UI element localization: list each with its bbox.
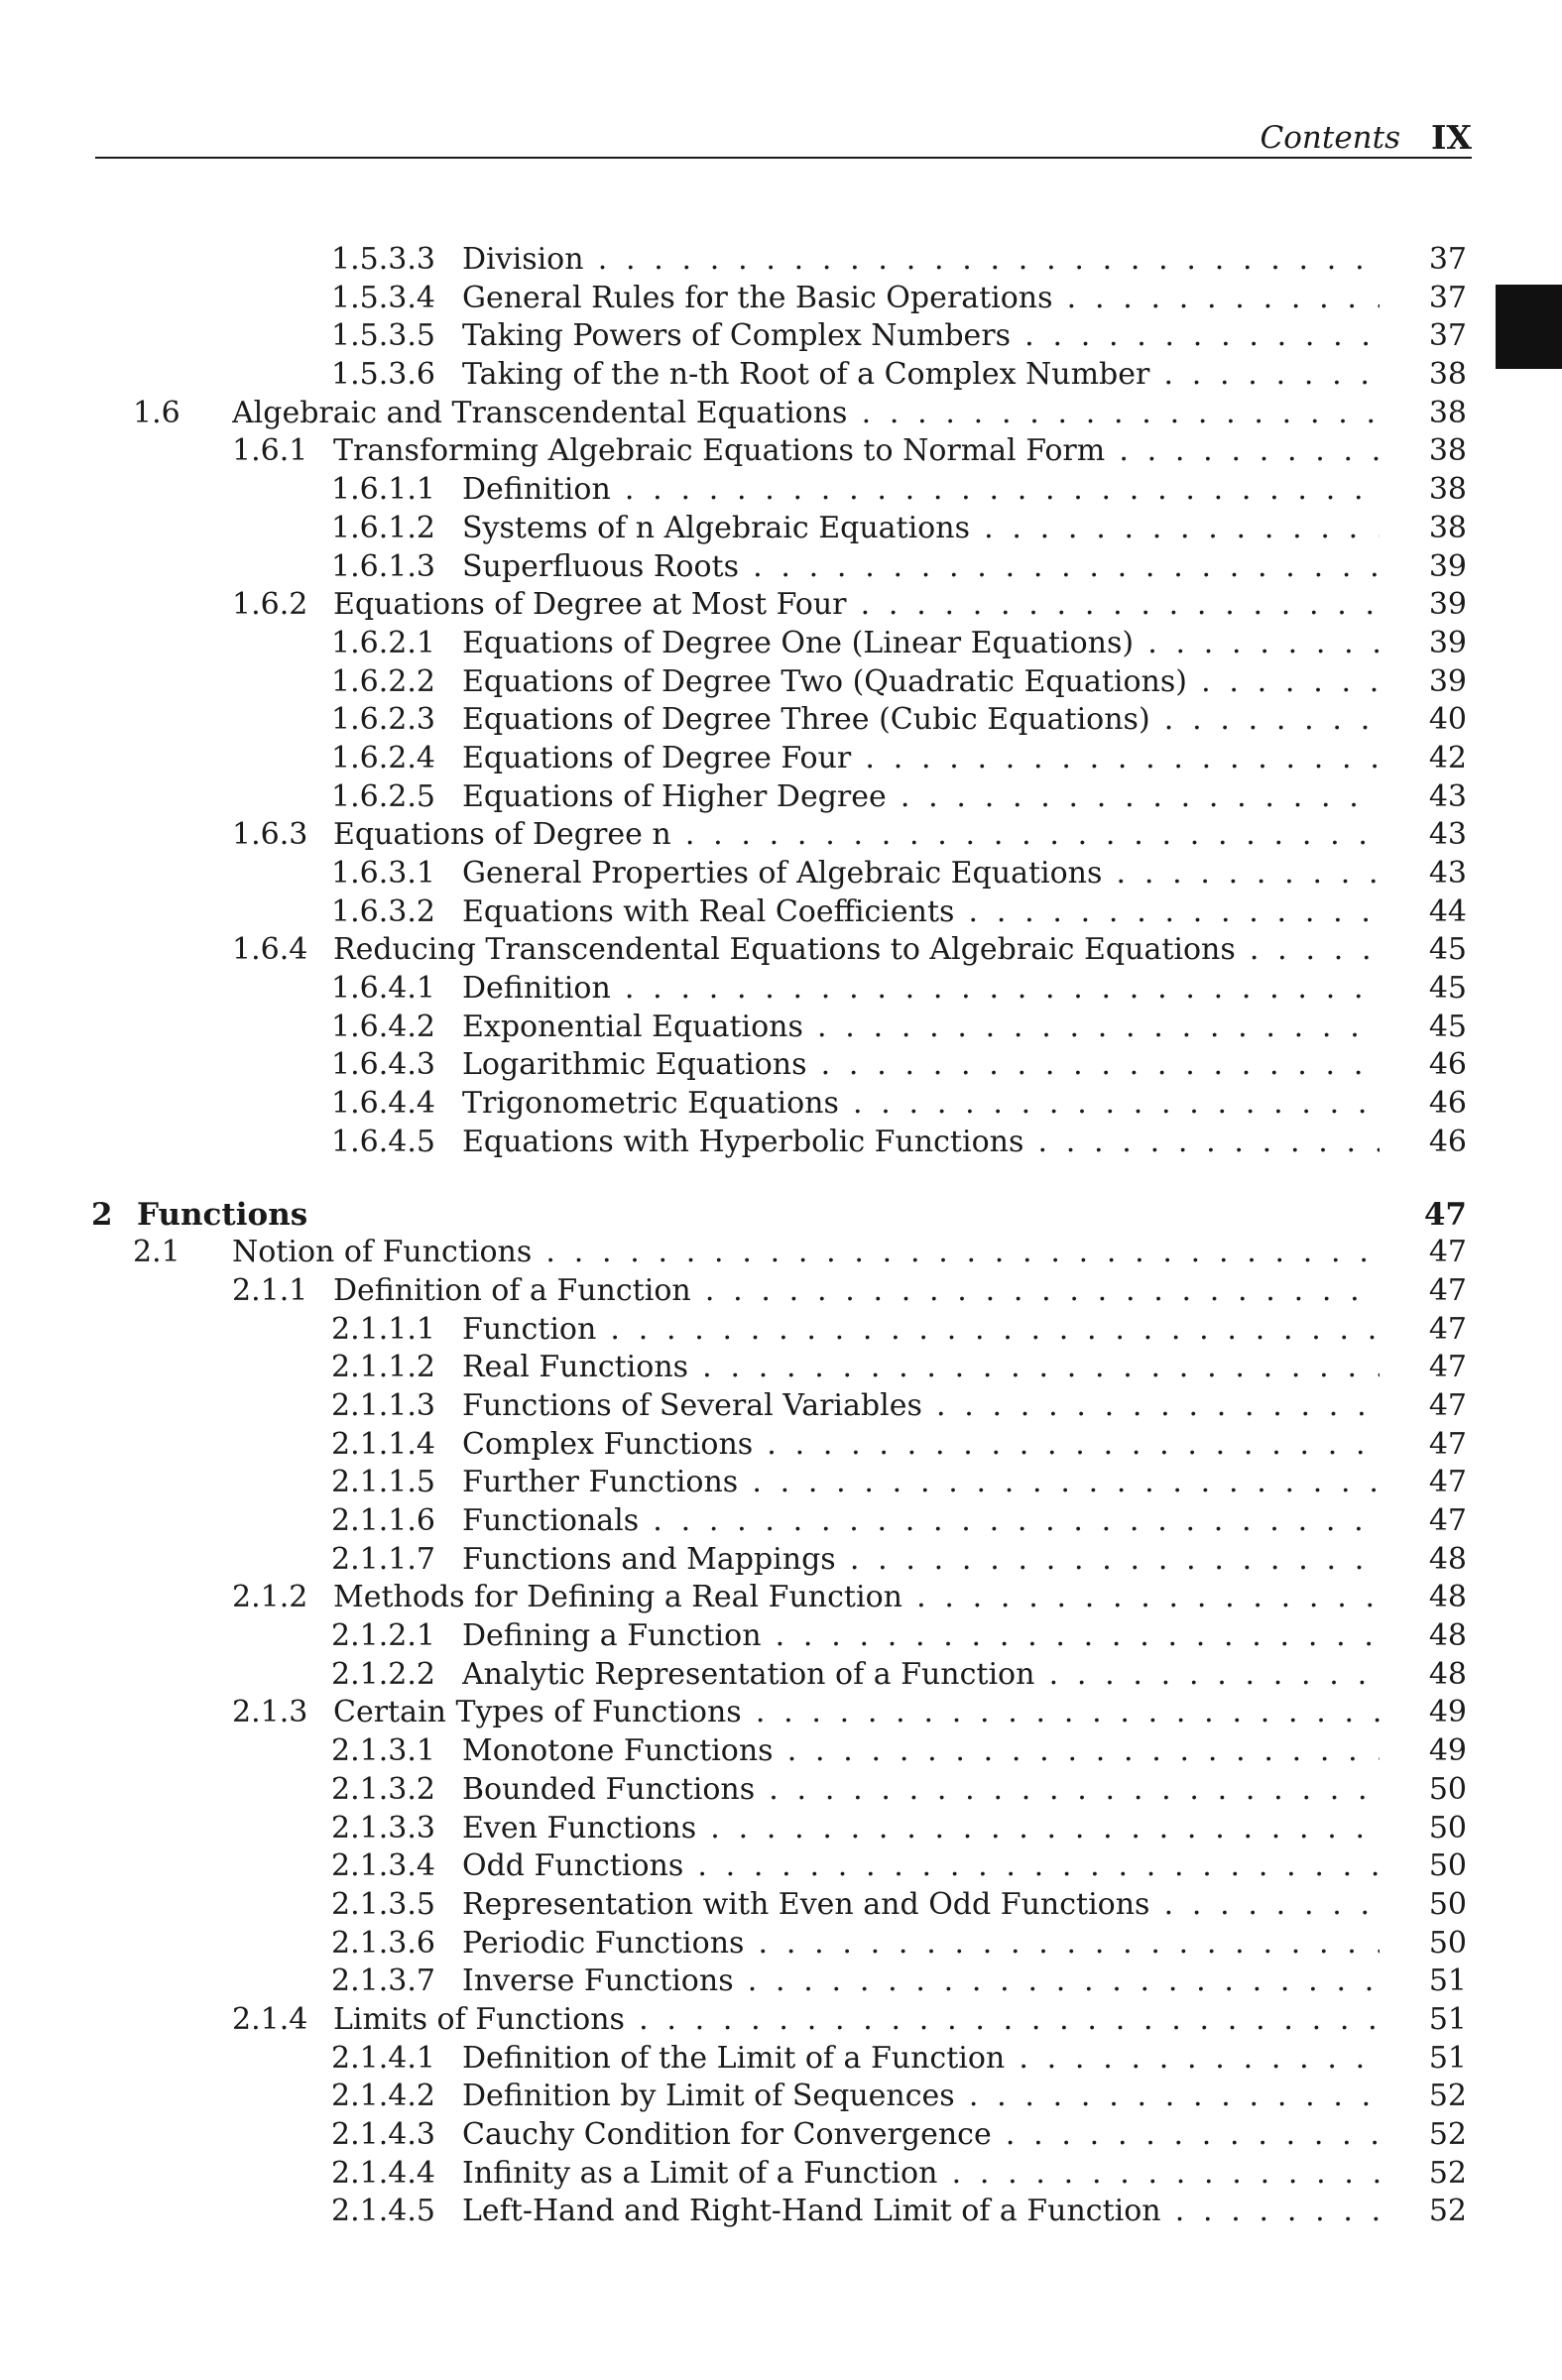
toc-entry-title: Definition of a Function . . . (333, 1272, 1380, 1311)
toc-entry-title: Exponential Equations . . . (462, 1009, 1380, 1047)
table-of-contents (0, 241, 1562, 2231)
toc-entry-title: Equations with Hyperbolic Functions . . . (462, 1124, 1380, 1162)
toc-chapter-entry (0, 1196, 1562, 1235)
running-head-page-number: IX (1430, 118, 1472, 157)
toc-entry-page: 47 (1428, 1350, 1467, 1385)
toc-entry-page: 50 (1428, 1848, 1467, 1884)
toc-subsection-entry (0, 1579, 1562, 1617)
toc-section-entry (0, 1234, 1562, 1272)
toc-entry-number: 1.6.4.3 (331, 1047, 435, 1083)
toc-entry-number: 2.1.4.2 (331, 2079, 435, 2114)
toc-entry-title: Definition of the Limit of a Function . . . (462, 2040, 1380, 2079)
toc-entry-title: Periodic Functions . . . (462, 1925, 1380, 1964)
toc-entry-title: Limits of Functions . . . (333, 2001, 1380, 2040)
toc-subsubsection-entry (0, 1886, 1562, 1925)
toc-entry-title: Defining a Function . . . (462, 1617, 1380, 1656)
toc-entry-title: Equations of Degree Three (Cubic Equations) . . . (462, 701, 1380, 740)
toc-entry-page: 42 (1428, 740, 1467, 775)
toc-entry-number: 2.1.1.6 (331, 1503, 435, 1538)
toc-subsubsection-entry (0, 2155, 1562, 2194)
toc-entry-title: Inverse Functions . . . (462, 1963, 1380, 2001)
toc-subsubsection-entry (0, 1963, 1562, 2001)
toc-entry-title: General Properties of Algebraic Equations . . . (462, 855, 1380, 893)
toc-subsubsection-entry (0, 280, 1562, 318)
toc-entry-number: 2.1.3.6 (331, 1925, 435, 1961)
toc-subsubsection-entry (0, 1732, 1562, 1771)
toc-subsubsection-entry (0, 1617, 1562, 1656)
toc-subsubsection-entry (0, 548, 1562, 587)
toc-entry-title: Transforming Algebraic Equations to Normal Form . . . (333, 432, 1380, 471)
toc-entry-title: Further Functions . . . (462, 1464, 1380, 1502)
toc-entry-title: Reducing Transcendental Equations to Algebraic Equations . . . (333, 931, 1380, 970)
toc-entry-page: 39 (1428, 587, 1467, 623)
toc-entry-title: Superfluous Roots . . . (462, 548, 1380, 587)
toc-entry-page: 45 (1428, 1009, 1467, 1044)
running-head (95, 117, 1472, 159)
toc-subsubsection-entry (0, 1387, 1562, 1426)
toc-subsubsection-entry (0, 1311, 1562, 1350)
toc-entry-number: 1.6.1.3 (331, 548, 435, 584)
toc-entry-number: 1.5.3.6 (331, 357, 435, 393)
toc-entry-number: 2.1.3.4 (331, 1848, 435, 1884)
toc-entry-number: 2.1.1.7 (331, 1541, 435, 1577)
toc-entry-page: 43 (1428, 817, 1467, 853)
toc-subsubsection-entry (0, 1124, 1562, 1162)
toc-entry-number: 2.1.1.4 (331, 1426, 435, 1462)
toc-entry-page: 52 (1428, 2155, 1467, 2191)
toc-entry-title: Equations of Degree n . . . (333, 816, 1380, 855)
toc-entry-number: 2.1.4.4 (331, 2155, 435, 2191)
toc-entry-title: Equations of Higher Degree . . . (462, 778, 1380, 817)
toc-subsubsection-entry (0, 2193, 1562, 2231)
toc-subsubsection-entry (0, 1541, 1562, 1580)
toc-entry-number: 1.6.2.2 (331, 663, 435, 699)
toc-subsection-entry (0, 1694, 1562, 1732)
toc-subsubsection-entry (0, 1847, 1562, 1886)
toc-subsubsection-entry (0, 970, 1562, 1009)
toc-entry-page: 52 (1428, 2194, 1467, 2229)
toc-entry-page: 38 (1428, 472, 1467, 508)
toc-entry-number: 2.1.1.2 (331, 1350, 435, 1385)
toc-subsubsection-entry (0, 356, 1562, 395)
toc-subsubsection-entry (0, 317, 1562, 356)
toc-entry-number: 2.1.4 (232, 2001, 308, 2037)
toc-entry-number: 2.1.3.1 (331, 1733, 435, 1769)
toc-entry-title: Infinity as a Limit of a Function . . . (462, 2155, 1380, 2194)
toc-entry-number: 1.6.2 (232, 587, 308, 623)
toc-entry-page: 38 (1428, 510, 1467, 545)
toc-subsection-entry (0, 1272, 1562, 1311)
toc-entry-page: 39 (1428, 663, 1467, 699)
toc-entry-number: 1.6.2.4 (331, 740, 435, 775)
toc-entry-number: 1.6.4 (232, 932, 308, 968)
toc-subsection-entry (0, 586, 1562, 625)
toc-entry-title: Complex Functions . . . (462, 1426, 1380, 1465)
toc-entry-number: 1.6.4.5 (331, 1124, 435, 1159)
toc-entry-number: 2.1.2 (232, 1580, 308, 1615)
toc-entry-page: 37 (1428, 242, 1467, 277)
toc-entry-page: 49 (1428, 1733, 1467, 1769)
toc-entry-title: Even Functions . . . (462, 1810, 1380, 1848)
toc-entry-number: 2.1.3.7 (331, 1964, 435, 1999)
toc-entry-page: 52 (1428, 2079, 1467, 2114)
toc-entry-page: 45 (1428, 971, 1467, 1007)
toc-entry-title: Function . . . (462, 1311, 1380, 1350)
toc-subsubsection-entry (0, 2078, 1562, 2116)
toc-entry-title: Functions of Several Variables . . . (462, 1387, 1380, 1426)
toc-entry-title: Bounded Functions . . . (462, 1771, 1380, 1810)
toc-subsubsection-entry (0, 241, 1562, 280)
toc-entry-title: General Rules for the Basic Operations . . . (462, 280, 1380, 318)
toc-entry-title: Odd Functions . . . (462, 1847, 1380, 1886)
toc-entry-page: 47 (1428, 1426, 1467, 1462)
toc-entry-page: 37 (1428, 318, 1467, 354)
toc-entry-page: 43 (1428, 778, 1467, 814)
toc-subsection-entry (0, 432, 1562, 471)
toc-subsubsection-entry (0, 1464, 1562, 1502)
toc-subsection-entry (0, 816, 1562, 855)
toc-entry-page: 37 (1428, 280, 1467, 315)
toc-entry-title: Logarithmic Equations . . . (462, 1046, 1380, 1085)
toc-entry-title: Equations of Degree Four . . . (462, 740, 1380, 778)
toc-entry-page: 49 (1428, 1695, 1467, 1730)
toc-entry-title: Certain Types of Functions . . . (333, 1694, 1380, 1732)
toc-subsubsection-entry (0, 740, 1562, 778)
toc-entry-number: 2.1.1.1 (331, 1311, 435, 1347)
toc-entry-page: 46 (1428, 1124, 1467, 1159)
toc-subsubsection-entry (0, 510, 1562, 548)
toc-entry-page: 47 (1423, 1196, 1467, 1233)
toc-entry-title: Methods for Defining a Real Function . . . (333, 1579, 1380, 1617)
toc-entry-page: 39 (1428, 625, 1467, 660)
toc-entry-number: 2.1.1.5 (331, 1465, 435, 1500)
toc-entry-title: Algebraic and Transcendental Equations . . . (232, 395, 1380, 433)
toc-entry-title: Functions (137, 1196, 308, 1233)
toc-entry-title: Real Functions . . . (462, 1349, 1380, 1387)
toc-entry-title: Trigonometric Equations . . . (462, 1085, 1380, 1124)
toc-entry-page: 47 (1428, 1311, 1467, 1347)
toc-entry-number: 1.6 (133, 395, 180, 430)
toc-entry-number: 2.1.3 (232, 1695, 308, 1730)
toc-entry-page: 51 (1428, 2040, 1467, 2076)
toc-entry-number: 2.1.1.3 (331, 1387, 435, 1423)
toc-entry-page: 47 (1428, 1503, 1467, 1538)
toc-subsubsection-entry (0, 1009, 1562, 1047)
toc-entry-title: Definition . . . (462, 970, 1380, 1009)
toc-entry-number: 1.6.2.1 (331, 625, 435, 660)
toc-subsubsection-entry (0, 1426, 1562, 1465)
toc-entry-number: 2.1.3.5 (331, 1886, 435, 1922)
toc-subsubsection-entry (0, 893, 1562, 932)
toc-entry-number: 2 (91, 1196, 113, 1233)
toc-entry-number: 2.1.1 (232, 1272, 308, 1308)
toc-entry-number: 1.6.4.2 (331, 1009, 435, 1044)
toc-entry-number: 2.1.4.1 (331, 2040, 435, 2076)
running-head-title: Contents (1260, 120, 1400, 156)
toc-subsubsection-entry (0, 2116, 1562, 2155)
toc-entry-title: Definition . . . (462, 471, 1380, 510)
toc-subsubsection-entry (0, 778, 1562, 817)
toc-entry-page: 38 (1428, 433, 1467, 469)
toc-subsection-entry (0, 2001, 1562, 2040)
toc-entry-page: 48 (1428, 1656, 1467, 1692)
toc-entry-page: 45 (1428, 932, 1467, 968)
toc-entry-page: 46 (1428, 1086, 1467, 1122)
toc-entry-number: 1.6.1.1 (331, 472, 435, 508)
toc-entry-number: 2.1.3.3 (331, 1810, 435, 1845)
toc-subsection-entry (0, 931, 1562, 970)
toc-entry-page: 52 (1428, 2117, 1467, 2152)
toc-section-entry (0, 395, 1562, 433)
toc-entry-title: Representation with Even and Odd Functions . . . (462, 1886, 1380, 1925)
toc-subsubsection-entry (0, 663, 1562, 702)
toc-entry-title: Monotone Functions . . . (462, 1732, 1380, 1771)
toc-entry-title: Equations with Real Coefficients . . . (462, 893, 1380, 932)
toc-entry-title: Left-Hand and Right-Hand Limit of a Function . . . (462, 2193, 1380, 2231)
toc-entry-number: 1.6.2.3 (331, 702, 435, 738)
toc-subsubsection-entry (0, 2040, 1562, 2079)
toc-entry-title: Cauchy Condition for Convergence . . . (462, 2116, 1380, 2155)
toc-entry-title: Division . . . (462, 241, 1380, 280)
toc-entry-number: 1.6.3.2 (331, 893, 435, 929)
toc-entry-page: 47 (1428, 1272, 1467, 1308)
toc-entry-page: 51 (1428, 1964, 1467, 1999)
toc-entry-title: Taking of the n-th Root of a Complex Number . . . (462, 356, 1380, 395)
toc-entry-number: 2.1.4.5 (331, 2194, 435, 2229)
toc-entry-number: 1.5.3.4 (331, 280, 435, 315)
toc-entry-number: 1.6.1 (232, 433, 308, 469)
toc-entry-number: 1.6.4.4 (331, 1086, 435, 1122)
toc-entry-page: 38 (1428, 357, 1467, 393)
toc-subsubsection-entry (0, 1349, 1562, 1387)
toc-entry-page: 48 (1428, 1618, 1467, 1654)
toc-subsubsection-entry (0, 625, 1562, 663)
toc-entry-number: 2.1.3.2 (331, 1771, 435, 1807)
header-rule (95, 157, 1472, 159)
toc-entry-page: 44 (1428, 893, 1467, 929)
toc-entry-page: 38 (1428, 395, 1467, 430)
toc-subsubsection-entry (0, 855, 1562, 893)
toc-entry-number: 2.1.2.1 (331, 1618, 435, 1654)
toc-entry-title: Analytic Representation of a Function . . . (462, 1656, 1380, 1695)
toc-entry-page: 51 (1428, 2001, 1467, 2037)
toc-entry-page: 46 (1428, 1047, 1467, 1083)
toc-entry-title: Functionals . . . (462, 1502, 1380, 1541)
toc-entry-page: 40 (1428, 702, 1467, 738)
toc-entry-title: Equations of Degree One (Linear Equations) . . . (462, 625, 1380, 663)
toc-subsubsection-entry (0, 1656, 1562, 1695)
toc-entry-page: 50 (1428, 1771, 1467, 1807)
toc-entry-title: Equations of Degree Two (Quadratic Equations) . . . (462, 663, 1380, 702)
toc-entry-number: 1.6.1.2 (331, 510, 435, 545)
toc-entry-title: Notion of Functions . . . (232, 1234, 1380, 1272)
toc-subsubsection-entry (0, 1771, 1562, 1810)
toc-subsubsection-entry (0, 471, 1562, 510)
toc-entry-number: 2.1.4.3 (331, 2117, 435, 2152)
toc-entry-page: 47 (1428, 1387, 1467, 1423)
toc-entry-title: Equations of Degree at Most Four . . . (333, 586, 1380, 625)
toc-entry-title: Taking Powers of Complex Numbers . . . (462, 317, 1380, 356)
toc-subsubsection-entry (0, 1046, 1562, 1085)
toc-entry-page: 39 (1428, 548, 1467, 584)
toc-entry-page: 48 (1428, 1580, 1467, 1615)
toc-entry-page: 48 (1428, 1541, 1467, 1577)
toc-entry-number: 1.6.3 (232, 817, 308, 853)
toc-entry-page: 47 (1428, 1465, 1467, 1500)
toc-entry-number: 1.6.2.5 (331, 778, 435, 814)
toc-subsubsection-entry (0, 701, 1562, 740)
toc-entry-number: 1.5.3.5 (331, 318, 435, 354)
toc-entry-number: 1.5.3.3 (331, 242, 435, 277)
toc-entry-number: 2.1 (133, 1235, 180, 1270)
toc-entry-page: 50 (1428, 1886, 1467, 1922)
toc-subsubsection-entry (0, 1925, 1562, 1964)
toc-entry-title: Systems of n Algebraic Equations . . . (462, 510, 1380, 548)
toc-entry-title: Functions and Mappings . . . (462, 1541, 1380, 1580)
toc-entry-page: 43 (1428, 856, 1467, 891)
toc-entry-number: 1.6.4.1 (331, 971, 435, 1007)
toc-entry-title: Definition by Limit of Sequences . . . (462, 2078, 1380, 2116)
toc-entry-page: 50 (1428, 1810, 1467, 1845)
toc-subsubsection-entry (0, 1502, 1562, 1541)
toc-subsubsection-entry (0, 1085, 1562, 1124)
toc-subsubsection-entry (0, 1810, 1562, 1848)
toc-entry-page: 47 (1428, 1235, 1467, 1270)
toc-entry-page: 50 (1428, 1925, 1467, 1961)
toc-entry-number: 2.1.2.2 (331, 1656, 435, 1692)
toc-entry-number: 1.6.3.1 (331, 856, 435, 891)
